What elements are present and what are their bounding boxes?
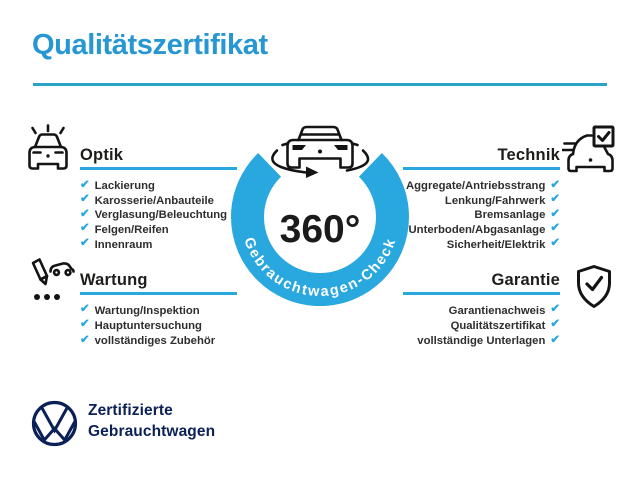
check-icon: ✔ [80,236,90,249]
checklist-item-label: Bremsanlage [474,209,546,222]
section-rule-garantie [403,292,560,295]
brand-claim [88,401,215,442]
check-icon: ✔ [80,333,90,346]
checklist-item [80,318,290,333]
checklist-item-label: Felgen/Reifen [94,224,169,237]
checklist-item-label: Verglasung/Beleuchtung [94,209,228,222]
checklist-item [330,318,560,333]
shield-check-icon [575,264,613,310]
vw-logo [31,400,78,447]
360-degree-label: 360° [279,208,361,251]
section-rule-optik [80,167,237,170]
check-icon: ✔ [80,318,90,331]
section-title-wartung: Wartung [80,271,148,289]
check-icon: ✔ [550,207,560,220]
checklist-item-label: Lenkung/Fahrwerk [444,194,546,207]
checklist-item-label: Lackierung [94,180,155,193]
checklist-item-label: Hauptuntersuchung [94,320,202,333]
car-shine-icon [22,123,74,175]
checklist-item-label: Qualitätszertifikat [450,320,546,333]
check-icon: ✔ [550,193,560,206]
section-rule-technik [403,167,560,170]
section-rule-wartung [80,292,237,295]
checklist-item-label: Aggregate/Antriebsstrang [406,180,546,193]
360-check-badge [221,119,421,311]
checklist-item [80,334,290,349]
section-title-optik: Optik [80,146,124,164]
checklist-item-label: Sicherheit/Elektrik [446,238,546,251]
check-icon: ✔ [550,178,560,191]
page-title: Qualitätszertifikat [32,29,268,61]
check-icon: ✔ [550,333,560,346]
header-divider [33,83,607,86]
check-icon: ✔ [80,178,90,191]
checklist-item-label: Unterboden/Abgasanlage [408,224,546,237]
ring-curved-text: Gebrauchtwagen-Check [240,235,400,301]
section-title-technik: Technik [497,146,560,164]
car-rotate-icon [272,127,368,178]
check-icon: ✔ [550,318,560,331]
check-icon: ✔ [80,222,90,235]
check-icon: ✔ [80,193,90,206]
check-icon: ✔ [80,207,90,220]
pencil-car-checklist-icon [24,256,76,308]
check-icon: ✔ [550,236,560,249]
brand-claim-line1: Zertifizierte [88,402,173,419]
check-icon: ✔ [550,302,560,315]
check-icon: ✔ [80,302,90,315]
checklist-item-label: Innenraum [94,238,153,251]
checklist-item-label: Karosserie/Anbauteile [94,194,214,207]
check-icon: ✔ [550,222,560,235]
checklist-item-label: vollständige Unterlagen [417,335,546,348]
section-title-garantie: Garantie [491,271,560,289]
checklist-item-label: vollständiges Zubehör [94,335,216,348]
checklist-item-label: Garantienachweis [448,304,546,317]
checklist-item [330,334,560,349]
checklist-item-label: Wartung/Inspektion [94,304,200,317]
brand-claim-line2: Gebrauchtwagen [88,422,216,440]
car-checkbox-icon [562,124,618,176]
